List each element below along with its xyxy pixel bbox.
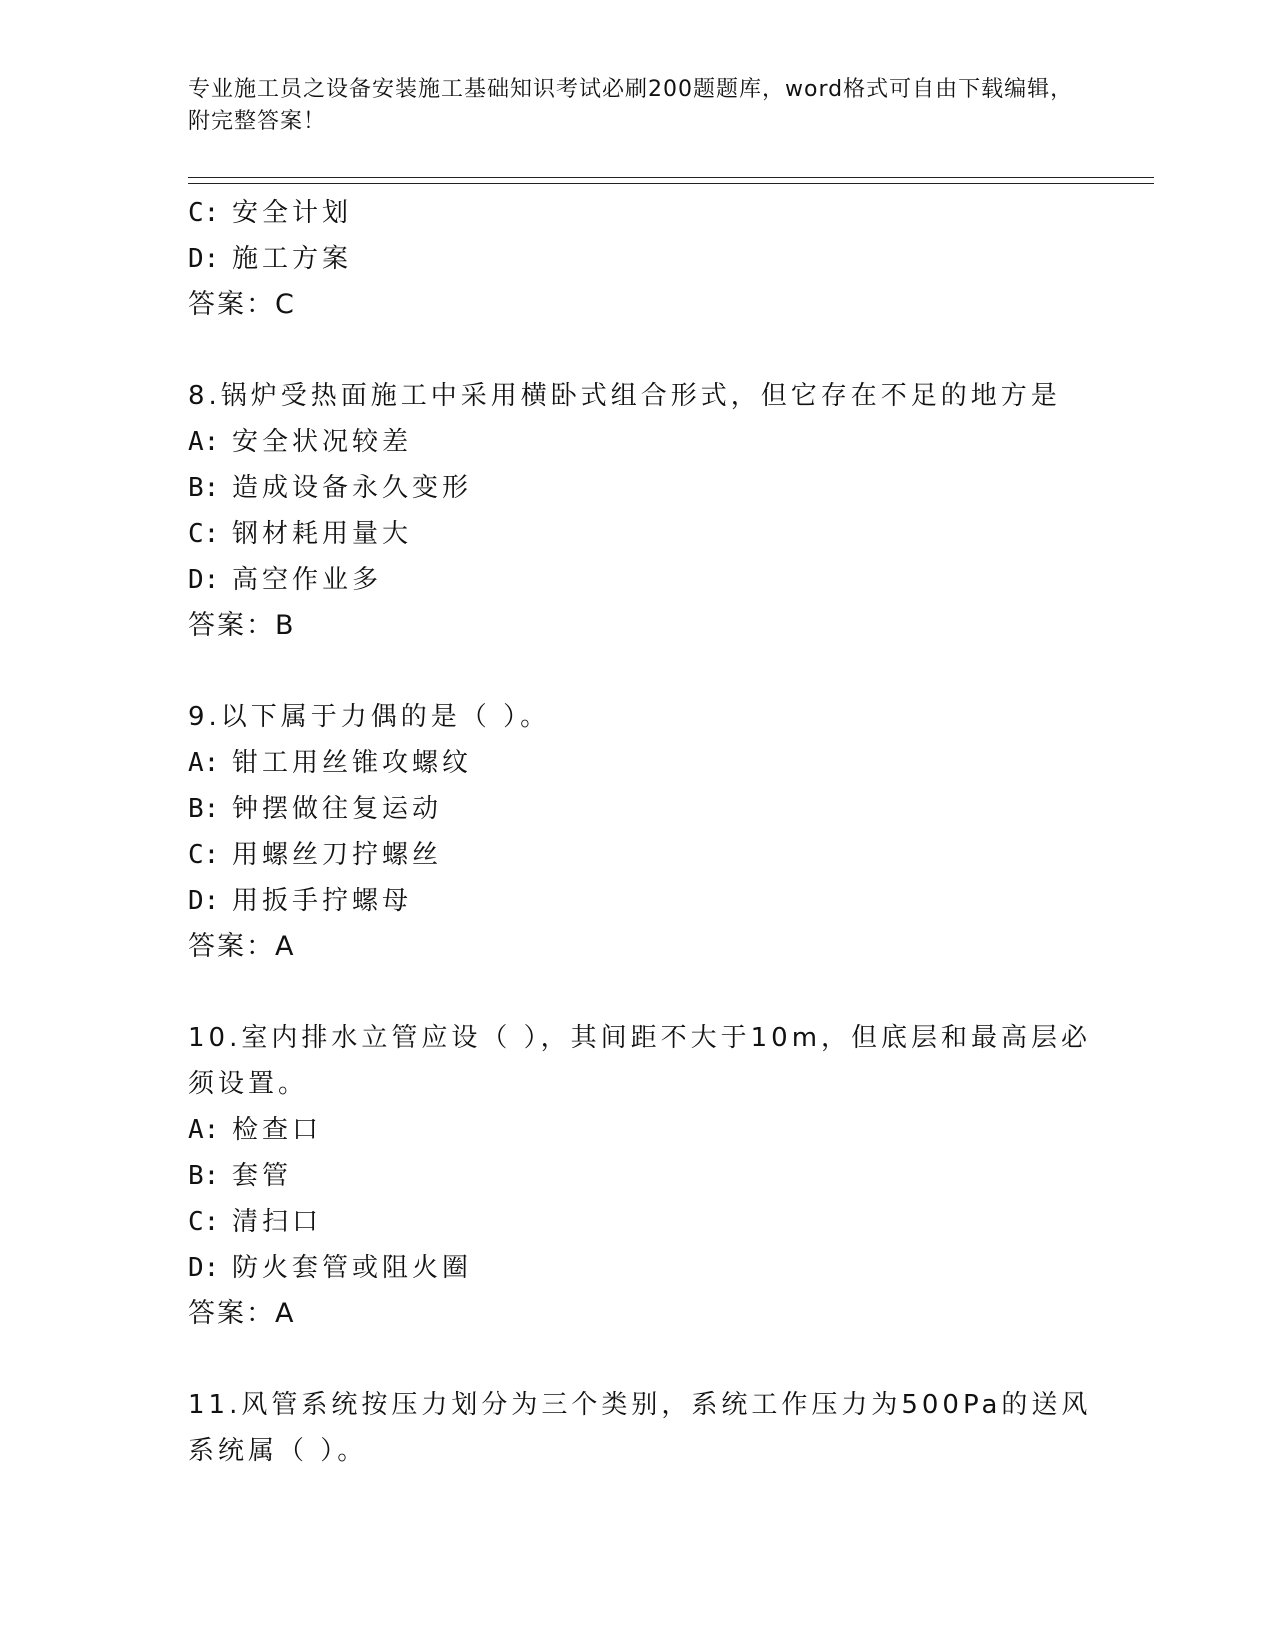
header-divider-bottom (188, 183, 1154, 184)
question-11-text: 11.风管系统按压力划分为三个类别，系统工作压力为500Pa的送风系统属（ ）。 (188, 1390, 1092, 1466)
option-c: C: 安全计划 (188, 198, 353, 228)
answer-label: 答案：A (188, 931, 296, 962)
option-b: B: 套管 (188, 1161, 293, 1191)
option-c: C: 清扫口 (188, 1207, 323, 1237)
question-9-text: 9.以下属于力偶的是（ ）。 (188, 702, 551, 732)
option-c: C: 钢材耗用量大 (188, 519, 413, 549)
document-header: 专业施工员之设备安装施工基础知识考试必刷200题题库，word格式可自由下载编辑，附完整答案！ (188, 77, 1074, 134)
answer-label: 答案：A (188, 1298, 296, 1329)
option-d: D: 防火套管或阻火圈 (188, 1253, 473, 1283)
question-8-text: 8.锅炉受热面施工中采用横卧式组合形式，但它存在不足的地方是 (188, 381, 1061, 411)
option-a: A: 安全状况较差 (188, 427, 413, 457)
option-a: A: 检查口 (188, 1115, 323, 1145)
option-d: D: 高空作业多 (188, 565, 383, 595)
question-10-text: 10.室内排水立管应设（ ），其间距不大于10m，但底层和最高层必须设置。 (188, 1023, 1092, 1099)
option-d: D: 施工方案 (188, 244, 353, 274)
option-c: C: 用螺丝刀拧螺丝 (188, 840, 443, 870)
answer-label: 答案：C (188, 289, 296, 320)
option-b: B: 造成设备永久变形 (188, 473, 473, 503)
header-divider-top (188, 177, 1154, 178)
option-a: A: 钳工用丝锥攻螺纹 (188, 748, 473, 778)
question-list (188, 190, 1108, 1474)
answer-label: 答案：B (188, 610, 296, 641)
option-b: B: 钟摆做往复运动 (188, 794, 443, 824)
option-d: D: 用扳手拧螺母 (188, 886, 413, 916)
